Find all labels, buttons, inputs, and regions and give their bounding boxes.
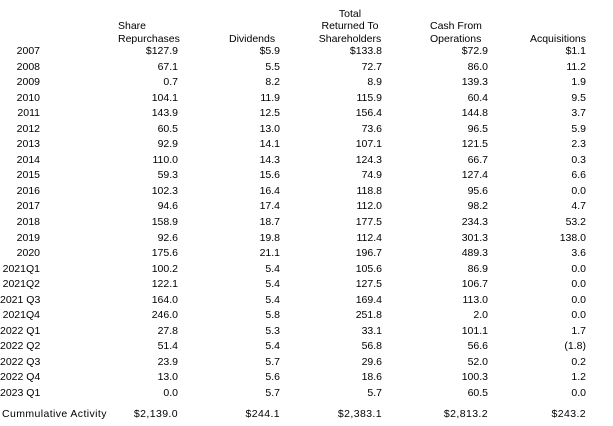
cell-repurchases: 175.6 — [151, 247, 178, 260]
row-label: 2017 — [16, 200, 40, 213]
cell-repurchases: 23.9 — [157, 355, 178, 368]
table-row — [0, 246, 613, 262]
cell-repurchases: 0.7 — [163, 76, 178, 89]
cell-repurchases: 92.6 — [157, 231, 178, 244]
row-label: 2023 Q1 — [0, 387, 41, 400]
cell-total-returned: 156.4 — [355, 107, 382, 120]
cell-total-returned: 127.5 — [355, 278, 382, 291]
header-line: Operations — [430, 32, 482, 45]
cell-acquisitions: 5.9 — [571, 122, 586, 135]
table-row — [0, 137, 613, 153]
cell-cash-from-operations: 234.3 — [461, 216, 488, 229]
cell-dividends: 5.4 — [265, 278, 280, 291]
cell-total-returned: 56.8 — [361, 340, 382, 353]
cell-dividends: 17.4 — [259, 200, 280, 213]
cell-repurchases: 143.9 — [151, 107, 178, 120]
cell-repurchases: 92.9 — [157, 138, 178, 151]
cell-repurchases: 0.0 — [163, 387, 178, 400]
cell-total-returned: 105.6 — [355, 262, 382, 275]
row-label: 2018 — [16, 216, 40, 229]
cell-repurchases: $127.9 — [145, 45, 178, 57]
cell-acquisitions: 2.3 — [571, 138, 586, 151]
cell-total-returned: 107.1 — [355, 138, 382, 151]
cell-repurchases: 13.0 — [157, 371, 178, 384]
cell-total-returned: 18.6 — [361, 371, 382, 384]
header-line: Returned To — [321, 20, 379, 32]
cell-dividends: 12.5 — [259, 107, 280, 120]
table-row — [0, 370, 613, 386]
table-row — [0, 339, 613, 355]
table-row — [0, 215, 613, 231]
row-label: 2011 — [17, 107, 40, 120]
cell-dividends: 5.7 — [265, 355, 280, 368]
cell-dividends: 16.4 — [259, 184, 280, 197]
table-row — [0, 106, 613, 122]
table-row — [0, 277, 613, 293]
cell-repurchases: 59.3 — [157, 169, 178, 182]
cell-acquisitions: 138.0 — [559, 231, 586, 244]
cell-dividends: 5.4 — [265, 262, 280, 275]
cell-cash-from-operations: 98.2 — [467, 200, 488, 213]
cell-acquisitions: 0.0 — [571, 184, 586, 197]
table-row — [0, 153, 613, 169]
header-cash-from-operations — [430, 20, 510, 45]
cell-cash-from-operations: 86.0 — [467, 60, 488, 73]
table-row — [0, 308, 613, 324]
header-line: Total — [338, 7, 362, 20]
cell-total-returned: 73.6 — [361, 122, 382, 135]
cell-cash-from-operations: 66.7 — [467, 153, 488, 166]
cell-acquisitions: 0.2 — [571, 355, 586, 368]
cell-total-returned: 115.9 — [356, 91, 382, 104]
cell-acquisitions: 1.7 — [571, 324, 586, 337]
cell-cash-from-operations: 113.0 — [462, 293, 488, 306]
row-label: 2022 Q1 — [0, 324, 41, 337]
cell-repurchases: 122.1 — [151, 278, 178, 291]
cell-cash-from-operations: 100.3 — [461, 371, 488, 384]
total-row — [0, 407, 613, 421]
cell-repurchases: 100.2 — [151, 262, 178, 275]
row-label: 2010 — [16, 91, 40, 104]
cell-total-returned: 72.7 — [361, 60, 382, 73]
cell-total-returned: 196.7 — [355, 247, 382, 260]
cell-total-returned: 33.1 — [361, 324, 382, 337]
cell-repurchases: 110.0 — [152, 153, 178, 166]
cell-repurchases: 94.6 — [157, 200, 178, 213]
cell-cash-from-operations: $72.9 — [461, 45, 488, 57]
cell-cash-from-operations: 489.3 — [461, 247, 488, 260]
cell-repurchases: 158.9 — [151, 216, 178, 229]
cell-dividends: 5.3 — [265, 324, 280, 337]
cell-cash-from-operations: 127.4 — [461, 169, 488, 182]
row-label: 2021Q1 — [2, 262, 40, 275]
cell-dividends: 14.1 — [259, 138, 280, 151]
cell-dividends: 5.4 — [265, 340, 280, 353]
data-table — [0, 44, 613, 402]
cell-total-returned: 251.8 — [355, 309, 382, 322]
total-label: Cummulative Activity — [2, 408, 107, 420]
cell-total-returned: 169.4 — [355, 293, 382, 306]
cell-total-returned: 118.8 — [356, 184, 382, 197]
row-label: 2021Q4 — [2, 309, 40, 322]
total-returned: $2,383.1 — [337, 408, 382, 420]
cell-acquisitions: 1.2 — [571, 371, 586, 384]
row-label: 2009 — [16, 76, 40, 89]
cell-dividends: 5.7 — [265, 387, 280, 400]
cell-repurchases: 102.3 — [151, 184, 178, 197]
cell-repurchases: 164.0 — [151, 293, 178, 306]
total-repurchases: $2,139.0 — [133, 408, 178, 420]
row-label: 2007 — [16, 45, 40, 57]
table-row — [0, 122, 613, 138]
cell-cash-from-operations: 144.8 — [461, 107, 488, 120]
cell-total-returned: 124.3 — [355, 153, 382, 166]
cell-dividends: 21.1 — [259, 247, 280, 260]
cell-acquisitions: $1.1 — [565, 45, 586, 57]
cell-dividends: 5.4 — [265, 293, 280, 306]
cell-dividends: 14.3 — [259, 153, 280, 166]
cell-acquisitions: 0.0 — [571, 309, 586, 322]
cell-cash-from-operations: 86.9 — [467, 262, 488, 275]
cell-cash-from-operations: 121.5 — [461, 138, 488, 151]
cell-acquisitions: 0.0 — [571, 278, 586, 291]
cell-acquisitions: 3.7 — [571, 107, 586, 120]
cell-repurchases: 67.1 — [157, 60, 178, 73]
row-label: 2022 Q3 — [0, 355, 41, 368]
cell-cash-from-operations: 2.0 — [473, 309, 488, 322]
cell-total-returned: 5.7 — [367, 387, 382, 400]
cell-dividends: 18.7 — [259, 216, 280, 229]
cell-acquisitions: 6.6 — [571, 169, 586, 182]
table-row — [0, 60, 613, 76]
row-label: 2016 — [16, 184, 40, 197]
cell-cash-from-operations: 101.1 — [461, 324, 488, 337]
row-label: 2021 Q3 — [0, 293, 41, 306]
cell-cash-from-operations: 60.5 — [467, 387, 488, 400]
row-label: 2020 — [16, 247, 40, 260]
cell-acquisitions: 0.0 — [571, 293, 586, 306]
cell-dividends: 11.9 — [260, 91, 280, 104]
cell-cash-from-operations: 52.0 — [467, 355, 488, 368]
table-row — [0, 44, 613, 60]
table-row — [0, 324, 613, 340]
cell-acquisitions: 4.7 — [571, 200, 586, 213]
cell-acquisitions: 1.9 — [571, 76, 586, 89]
table-row — [0, 75, 613, 91]
row-label: 2021Q2 — [2, 278, 40, 291]
cell-total-returned: 177.5 — [355, 216, 382, 229]
header-line: Share — [118, 20, 147, 32]
cell-total-returned: 8.9 — [367, 76, 382, 89]
cell-total-returned: 112.0 — [356, 200, 382, 213]
cell-dividends: $5.9 — [259, 45, 280, 57]
header-line: Dividends — [229, 32, 276, 45]
cell-repurchases: 60.5 — [157, 122, 178, 135]
total-dividends: $244.1 — [245, 408, 280, 420]
cell-acquisitions: 0.3 — [571, 153, 586, 166]
cell-acquisitions: 0.0 — [571, 262, 586, 275]
table-row — [0, 91, 613, 107]
table-row — [0, 293, 613, 309]
cell-dividends: 8.2 — [265, 76, 280, 89]
cell-repurchases: 104.1 — [151, 91, 178, 104]
cell-total-returned: 74.9 — [361, 169, 382, 182]
table-row — [0, 262, 613, 278]
row-label: 2019 — [16, 231, 40, 244]
cell-cash-from-operations: 95.6 — [467, 184, 488, 197]
total-cash: $2,813.2 — [443, 408, 488, 420]
cell-repurchases: 246.0 — [151, 309, 178, 322]
cell-repurchases: 51.4 — [157, 340, 178, 353]
cell-cash-from-operations: 139.3 — [461, 76, 488, 89]
cell-dividends: 5.5 — [265, 60, 280, 73]
cell-dividends: 5.6 — [265, 371, 280, 384]
cell-total-returned: $133.8 — [349, 45, 382, 57]
header-line: Repurchases — [118, 32, 180, 45]
cell-acquisitions: 0.0 — [571, 387, 586, 400]
header-line: Cash From — [430, 20, 482, 32]
header-total-returned — [305, 8, 395, 46]
header-line: Acquisitions — [529, 32, 586, 45]
table-row — [0, 386, 613, 402]
cell-cash-from-operations: 301.3 — [461, 231, 488, 244]
cell-dividends: 13.0 — [259, 122, 280, 135]
table-row — [0, 184, 613, 200]
table-row — [0, 355, 613, 371]
total-acquisitions: $243.2 — [551, 408, 586, 420]
cell-dividends: 5.8 — [265, 309, 280, 322]
cell-repurchases: 27.8 — [157, 324, 178, 337]
row-label: 2015 — [16, 169, 40, 182]
cell-acquisitions: 3.6 — [571, 247, 586, 260]
cell-dividends: 19.8 — [259, 231, 280, 244]
row-label: 2022 Q2 — [0, 340, 41, 353]
cell-cash-from-operations: 96.5 — [467, 122, 488, 135]
row-label: 2012 — [16, 122, 40, 135]
cell-acquisitions: (1.8) — [564, 340, 586, 353]
cell-cash-from-operations: 56.6 — [467, 340, 488, 353]
cell-cash-from-operations: 60.4 — [467, 91, 488, 104]
cell-acquisitions: 11.2 — [566, 60, 586, 73]
row-label: 2008 — [16, 60, 40, 73]
row-label: 2022 Q4 — [0, 371, 41, 384]
cell-cash-from-operations: 106.7 — [461, 278, 488, 291]
row-label: 2014 — [16, 153, 40, 166]
cell-acquisitions: 53.2 — [565, 216, 586, 229]
table-row — [0, 231, 613, 247]
header-share-repurchases — [118, 20, 198, 45]
cell-acquisitions: 9.5 — [571, 91, 586, 104]
cell-total-returned: 112.4 — [356, 231, 382, 244]
cell-dividends: 15.6 — [259, 169, 280, 182]
header-line: Shareholders — [318, 32, 382, 45]
cell-total-returned: 29.6 — [361, 355, 382, 368]
table-row — [0, 199, 613, 215]
row-label: 2013 — [16, 138, 40, 151]
table-row — [0, 168, 613, 184]
